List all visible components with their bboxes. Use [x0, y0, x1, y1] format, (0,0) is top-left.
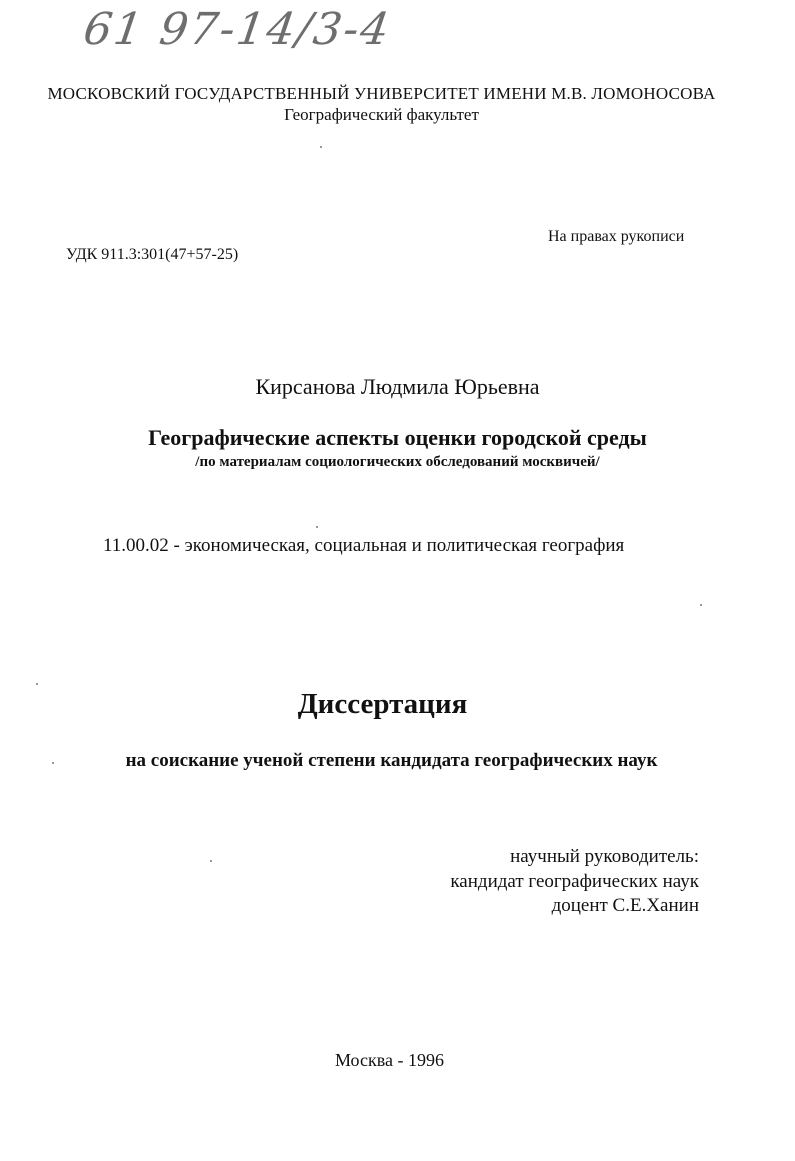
scan-speck — [700, 604, 702, 606]
specialty-code: 11.00.02 - экономическая, социальная и политическая география — [103, 535, 625, 556]
faculty-name: Географический факультет — [284, 105, 479, 124]
supervisor-degree: кандидат географических наук — [450, 871, 699, 892]
scan-speck — [316, 526, 318, 528]
dissertation-subtitle: /по материалам социологических обследований москвичей/ — [195, 454, 600, 470]
scan-speck — [320, 146, 322, 148]
scan-speck — [36, 683, 38, 685]
archive-number-handwritten: 61 97-14/3-4 — [80, 4, 395, 55]
university-name: МОСКОВСКИЙ ГОСУДАРСТВЕННЫЙ УНИВЕРСИТЕТ ИМЕНИ М.В. ЛОМОНОСОВА — [47, 84, 716, 103]
scan-speck — [52, 762, 54, 764]
author-name: Кирсанова Людмила Юрьевна — [255, 374, 540, 399]
degree-statement: на соискание ученой степени кандидата географических наук — [125, 750, 658, 771]
supervisor-name: доцент С.Е.Ханин — [551, 895, 699, 916]
dissertation-title: Географические аспекты оценки городской среды — [148, 425, 647, 450]
place-year: Москва - 1996 — [335, 1050, 444, 1070]
document-type: Диссертация — [297, 688, 468, 720]
scan-speck — [210, 860, 212, 862]
supervisor-label: научный руководитель: — [510, 846, 699, 867]
udk-code: УДК 911.3:301(47+57-25) — [66, 246, 239, 263]
rights-note: На правах рукописи — [548, 228, 685, 245]
